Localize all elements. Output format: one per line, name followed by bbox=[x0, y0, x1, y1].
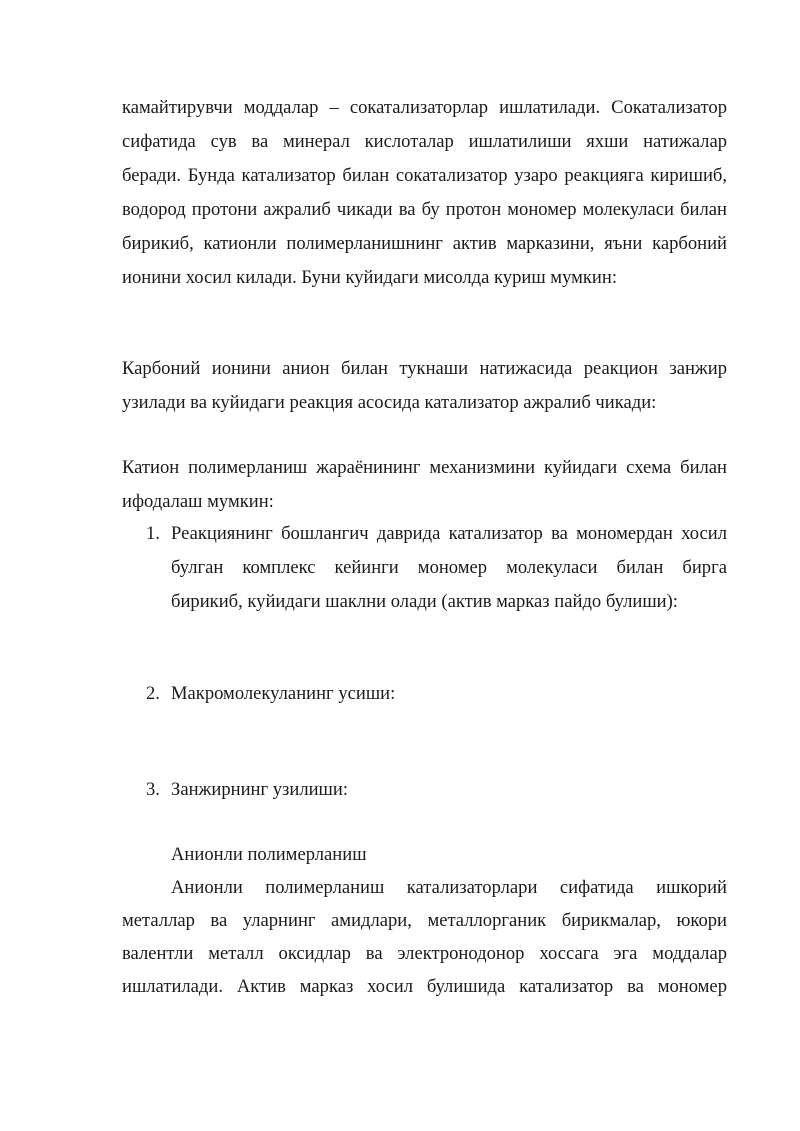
list-item-line: булган комплекс кейинги мономер молекуласи билан бирга bbox=[171, 557, 727, 578]
list-number: 3. bbox=[146, 779, 160, 800]
paragraph-line: металлар ва уларнинг амидлари, металлорганик бирикмалар, юкори bbox=[122, 910, 727, 931]
paragraph-line: ишлатилади. Актив марказ хосил булишида катализатор ва мономер bbox=[122, 976, 727, 997]
list-number: 1. bbox=[146, 523, 160, 544]
paragraph-line: узилади ва куйидаги реакция асосида катализатор ажралиб чикади: bbox=[122, 392, 657, 413]
paragraph-line: ифодалаш мумкин: bbox=[122, 491, 274, 512]
list-item-line: бирикиб, куйидаги шаклни олади (актив марказ пайдо булиши): bbox=[171, 591, 678, 612]
list-item-line: Макромолекуланинг усиши: bbox=[171, 683, 396, 704]
paragraph-line: ионини хосил килади. Буни куйидаги мисолда куриш мумкин: bbox=[122, 267, 617, 288]
paragraph-line: бирикиб, катионли полимерланишнинг актив марказини, яъни карбоний bbox=[122, 233, 727, 254]
list-item-line: Реакциянинг бошлангич даврида катализатор ва мономердан хосил bbox=[171, 523, 727, 544]
paragraph-line: Анионли полимерланиш катализаторлари сифатида ишкорий bbox=[171, 877, 727, 898]
paragraph-line: беради. Бунда катализатор билан сокатализатор узаро реакцияга киришиб, bbox=[122, 165, 727, 186]
paragraph-line: водород протони ажралиб чикади ва бу протон мономер молекуласи билан bbox=[122, 199, 727, 220]
paragraph-line: Карбоний ионини анион билан тукнаши натижасида реакцион занжир bbox=[122, 358, 727, 379]
section-heading: Анионли полимерланиш bbox=[171, 844, 367, 865]
paragraph-line: валентли металл оксидлар ва электронодонор хоссага эга моддалар bbox=[122, 943, 727, 964]
paragraph-line: сифатида сув ва минерал кислоталар ишлатилиши яхши натижалар bbox=[122, 131, 727, 152]
paragraph-line: камайтирувчи моддалар – сокатализаторлар ишлатилади. Сокатализатор bbox=[122, 97, 727, 118]
paragraph-line: Катион полимерланиш жараёнининг механизмини куйидаги схема билан bbox=[122, 457, 727, 478]
list-number: 2. bbox=[146, 683, 160, 704]
list-item-line: Занжирнинг узилиши: bbox=[171, 779, 348, 800]
